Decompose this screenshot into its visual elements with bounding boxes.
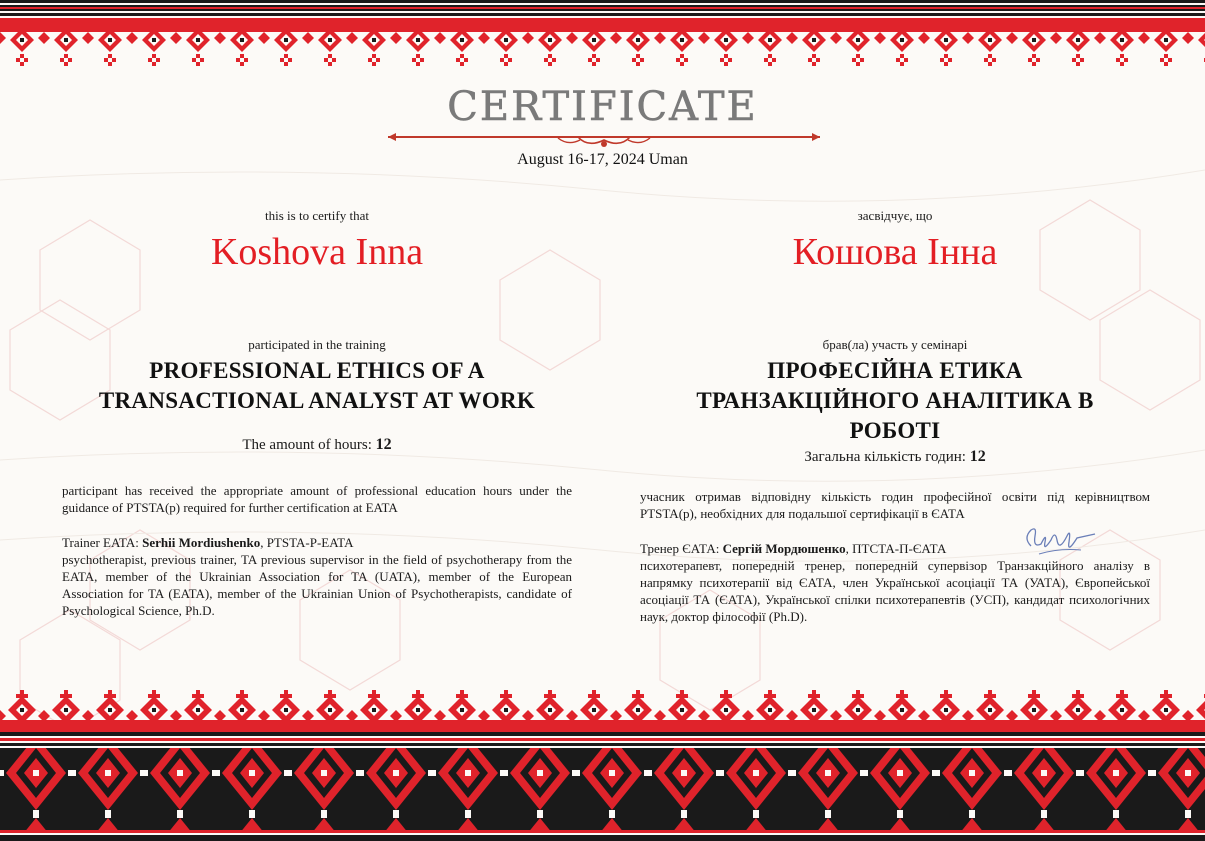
trainer-bio: psychotherapist, previous trainer, TA previous supervisor in the field of psychotherapy from the EATA, member of the Ukrainian Association for TA (UATA), member of the European Association for TA (EATA), member of the Ukrainian Union of Psychotherapists, candidate of Psychological Science, Ph.D. [62,552,572,618]
training-title-line: ТРАНЗАКЦІЙНОГО АНАЛІТИКА В [696,388,1094,413]
participated-text: participated in the training [248,337,386,352]
training-title [62,356,572,416]
certificate-title: CERTIFICATE [447,84,758,130]
bottom-embroidery-band [0,732,1205,841]
signature-icon [1019,524,1099,560]
recipient-name: Koshova Inna [210,231,424,273]
trainer-name: Сергій Мордюшенко [722,541,846,556]
hours-label: The amount of hours: [242,437,372,453]
hours-line [62,434,572,456]
trainer-label: Trainer EATA: [62,535,139,550]
trainer-name: Serhii Mordiushenko [142,535,261,550]
intro-text: засвідчує, що [857,208,933,223]
trainer-label: Тренер ЄАТА: [640,541,720,556]
heading [0,84,1205,130]
received-text: учасник отримав відповідну кількість годин професійної освіти під керівництвом PTSTA(p), необхідних для подальшої сертифікації в ЄАТА [640,489,1150,521]
title-ornament [388,130,820,150]
training-title [640,356,1150,446]
english-column [62,206,572,619]
ukrainian-column [640,206,1150,625]
training-title-line: PROFESSIONAL ETHICS OF A [149,358,485,383]
trainer-title: , PTSTA-P-EATA [260,535,354,550]
intro-text: this is to certify that [265,208,369,223]
trainer-title: , ПТСТА-П-ЄАТА [845,541,947,556]
training-title-line: TRANSACTIONAL ANALYST AT WORK [98,388,536,413]
hours-label: Загальна кількість годин: [804,449,966,465]
hours-value: 12 [375,436,392,453]
received-text: participant has received the appropriate amount of professional education hours under the guidance of PTSTA(p) required for further certification at EATA [62,483,572,515]
recipient-name: Кошова Інна [792,231,998,273]
bottom-embroidery-border [0,686,1205,734]
date-place: August 16-17, 2024 Uman [517,151,688,168]
participated-text: брав(ла) участь у семінарі [822,337,968,352]
trainer-block [62,534,572,619]
hours-line [640,446,1150,468]
top-embroidery-border [0,18,1205,70]
hours-value: 12 [969,448,986,465]
training-title-line: ПРОФЕСІЙНА ЕТИКА [767,358,1023,383]
training-title-line: РОБОТІ [849,418,941,443]
trainer-bio: психотерапевт, попередній тренер, попередній супервізор Транзакційного аналізу в напрямку психотерапії від ЄАТА, член Української асоціації ТА (УАТА), Європейської асоціації ТА (ЄАТА), Української спілки психотерапевтів (УСП), кандидат психологічних наук, доктор філософії (Ph.D). [640,558,1150,624]
